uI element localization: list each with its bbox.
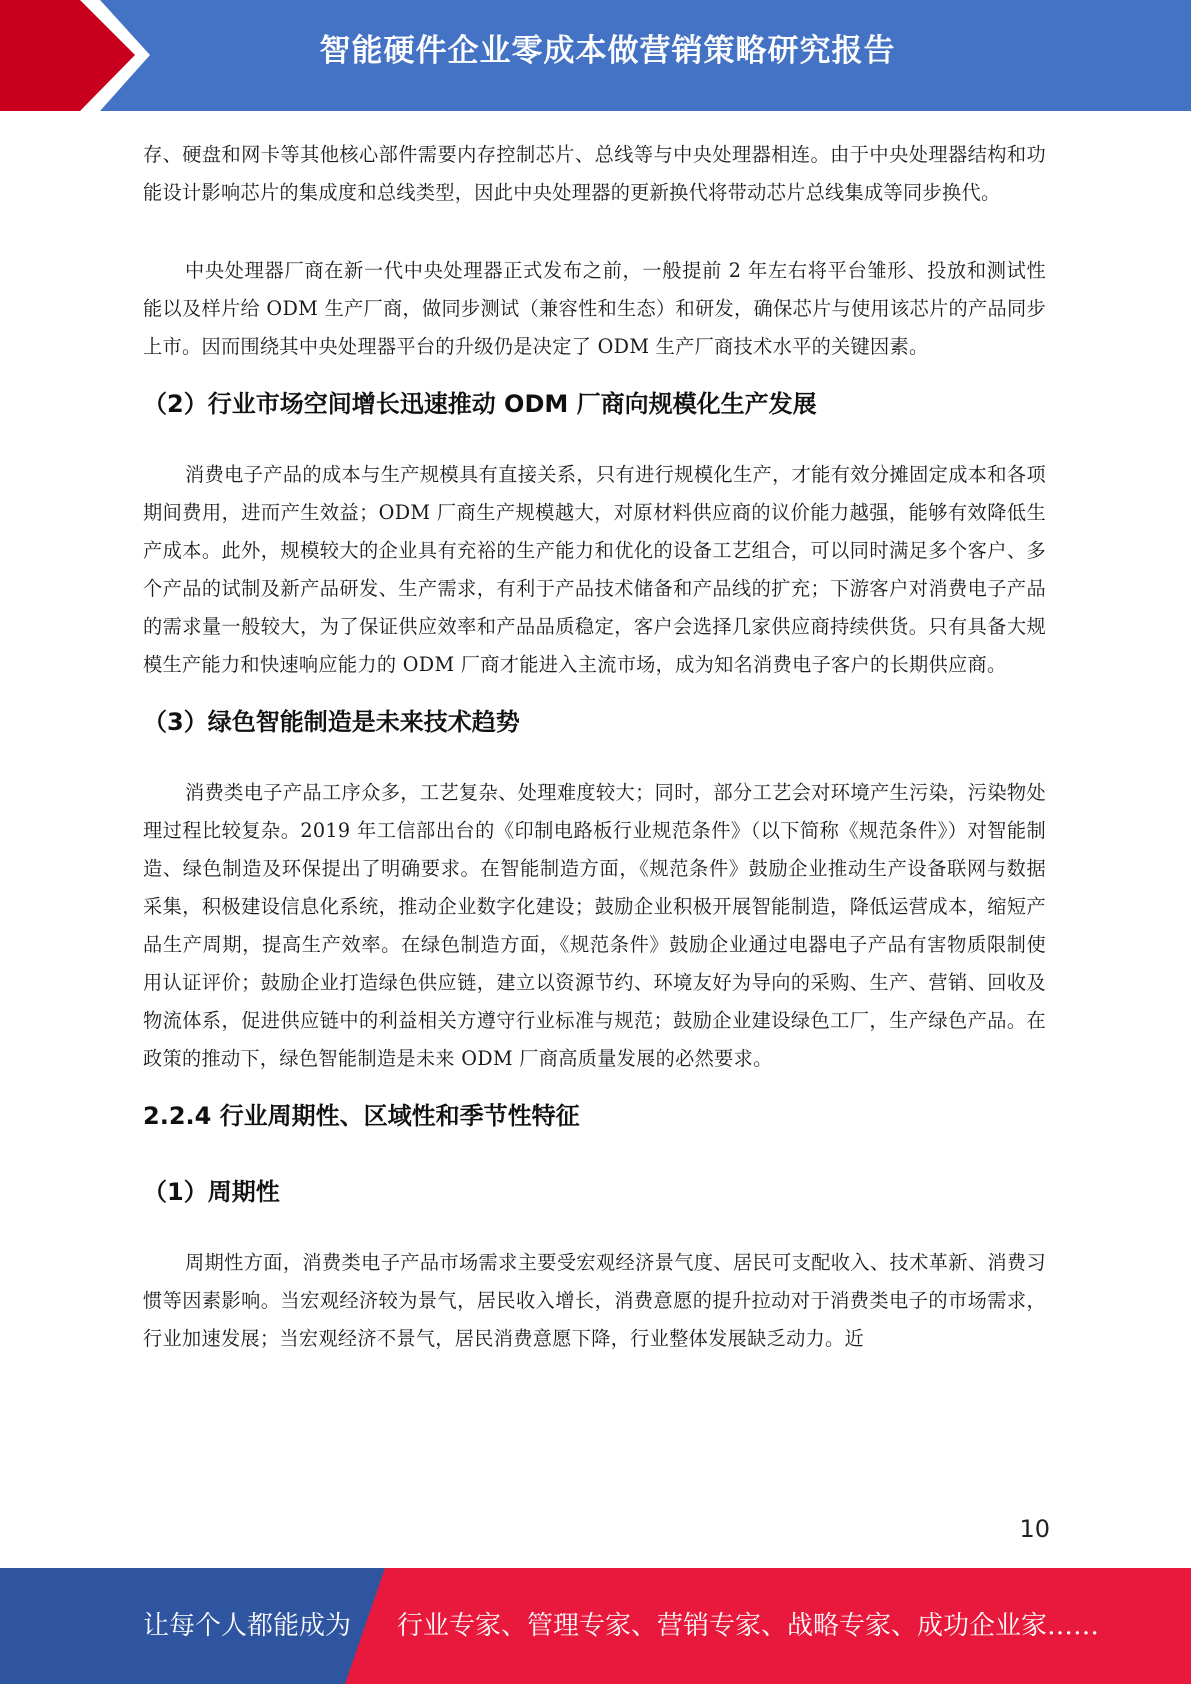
section-heading: （1）周期性	[143, 1178, 280, 1206]
paragraph: 中央处理器厂商在新一代中央处理器正式发布之前，一般提前 2 年左右将平台雏形、投放和测试性能以及样片给 ODM 生产厂商，做同步测试（兼容性和生态）和研发，确保芯片与使用该芯片的产品同步上市。因而围绕其中央处理器平台的升级仍是决定了 ODM 生产厂商技术水平的关键因素。	[143, 259, 1046, 358]
page-number: 10	[1019, 1515, 1050, 1543]
footer-slogan-right: 行业专家、管理专家、营销专家、战略专家、成功企业家……	[397, 1611, 1100, 1641]
page-footer	[0, 1568, 1191, 1684]
page-header	[0, 0, 1191, 111]
subsection-heading: 2.2.4 行业周期性、区域性和季节性特征	[143, 1102, 580, 1130]
paragraph: 消费类电子产品工序众多，工艺复杂、处理难度较大；同时，部分工艺会对环境产生污染，污染物处理过程比较复杂。2019 年工信部出台的《印制电路板行业规范条件》（以下简称《规范条件》）对智能制造、绿色制造及环保提出了明确要求。在智能制造方面，《规范条件》鼓励企业推动生产设备联网与数据采集，积极建设信息化系统，推动企业数字化建设；鼓励企业积极开展智能制造，降低运营成本，缩短产品生产周期，提高生产效率。在绿色制造方面，《规范条件》鼓励企业通过电器电子产品有害物质限制使用认证评价；鼓励企业打造绿色供应链，建立以资源节约、环境友好为导向的采购、生产、营销、回收及物流体系，促进供应链中的利益相关方遵守行业标准与规范；鼓励企业建设绿色工厂，生产绿色产品。在政策的推动下，绿色智能制造是未来 ODM 厂商高质量发展的必然要求。	[143, 781, 1046, 1070]
report-title: 智能硬件企业零成本做营销策略研究报告	[319, 33, 896, 69]
paragraph: 消费电子产品的成本与生产规模具有直接关系，只有进行规模化生产，才能有效分摊固定成本和各项期间费用，进而产生效益；ODM 厂商生产规模越大，对原材料供应商的议价能力越强，能够有效降低生产成本。此外，规模较大的企业具有充裕的生产能力和优化的设备工艺组合，可以同时满足多个客户、多个产品的试制及新产品研发、生产需求，有利于产品技术储备和产品线的扩充；下游客户对消费电子产品的需求量一般较大，为了保证供应效率和产品品质稳定，客户会选择几家供应商持续供货。只有具备大规模生产能力和快速响应能力的 ODM 厂商才能进入主流市场，成为知名消费电子客户的长期供应商。	[143, 463, 1046, 676]
paragraph: 周期性方面，消费类电子产品市场需求主要受宏观经济景气度、居民可支配收入、技术革新、消费习惯等因素影响。当宏观经济较为景气，居民收入增长，消费意愿的提升拉动对于消费类电子的市场需求，行业加速发展；当宏观经济不景气，居民消费意愿下降，行业整体发展缺乏动力。近	[143, 1251, 1046, 1350]
section-heading: （3）绿色智能制造是未来技术趋势	[143, 708, 520, 736]
footer-slogan-left: 让每个人都能成为	[143, 1611, 352, 1641]
section-heading: （2）行业市场空间增长迅速推动 ODM 厂商向规模化生产发展	[143, 390, 817, 418]
paragraph: 存、硬盘和网卡等其他核心部件需要内存控制芯片、总线等与中央处理器相连。由于中央处理器结构和功能设计影响芯片的集成度和总线类型，因此中央处理器的更新换代将带动芯片总线集成等同步换代。	[143, 143, 1046, 204]
document-body	[143, 136, 1046, 1358]
